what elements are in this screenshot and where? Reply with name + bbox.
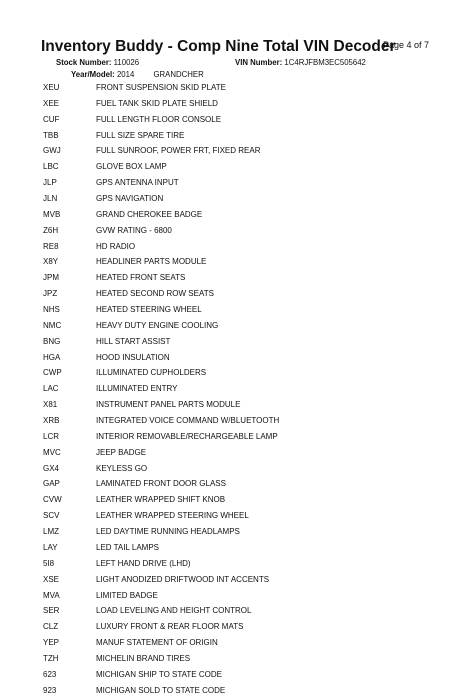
list-item: [43, 96, 443, 112]
option-code: XEE: [43, 98, 60, 108]
option-description: HOOD INSULATION: [96, 352, 170, 362]
list-item: [43, 603, 443, 619]
option-description: LEATHER WRAPPED SHIFT KNOB: [96, 495, 226, 505]
option-description: LED TAIL LAMPS: [96, 542, 159, 552]
page-number: Page 4 of 7: [383, 40, 430, 50]
option-description: LEATHER WRAPPED STEERING WHEEL: [96, 511, 249, 521]
option-code: MVB: [43, 209, 61, 219]
option-description: LIMITED BADGE: [96, 590, 158, 600]
vin-number: [235, 58, 366, 67]
year-model: [71, 70, 204, 79]
option-code: BNG: [43, 336, 61, 346]
option-description: MICHIGAN SHIP TO STATE CODE: [96, 669, 222, 679]
option-description: INTERIOR REMOVABLE/RECHARGEABLE LAMP: [96, 431, 278, 441]
list-item: [43, 159, 443, 175]
option-code: Z6H: [43, 225, 59, 235]
option-code-list: [43, 80, 443, 699]
option-code: GAP: [43, 479, 60, 489]
stock-number-value: 110026: [113, 58, 140, 67]
option-code: X8Y: [43, 257, 59, 267]
option-code: LCR: [43, 431, 60, 441]
option-description: FRONT SUSPENSION SKID PLATE: [96, 83, 226, 92]
option-code: XSE: [43, 574, 60, 584]
option-code: SCV: [43, 511, 60, 521]
list-item: [43, 143, 443, 159]
option-code: LAY: [43, 542, 58, 552]
list-item: [43, 270, 443, 286]
list-item: [43, 286, 443, 302]
option-code: GWJ: [43, 146, 61, 156]
option-description: GPS ANTENNA INPUT: [96, 178, 179, 188]
option-code: XEU: [43, 83, 60, 92]
option-description: FULL SUNROOF, POWER FRT, FIXED REAR: [96, 146, 261, 156]
option-description: HILL START ASSIST: [96, 336, 171, 346]
list-item: [43, 334, 443, 350]
option-description: GLOVE BOX LAMP: [96, 162, 167, 172]
list-item: [43, 191, 443, 207]
option-code: LAC: [43, 384, 59, 394]
list-item: [43, 429, 443, 445]
option-description: LAMINATED FRONT DOOR GLASS: [96, 479, 226, 489]
list-item: [43, 175, 443, 191]
stock-number: [56, 58, 139, 67]
year-model-label: Year/Model:: [71, 70, 115, 79]
list-item: [43, 461, 443, 477]
list-item: [43, 588, 443, 604]
option-description: INSTRUMENT PANEL PARTS MODULE: [96, 400, 241, 410]
option-code: NMC: [43, 320, 62, 330]
option-description: MANUF STATEMENT OF ORIGIN: [96, 638, 218, 648]
list-item: [43, 556, 443, 572]
list-item: [43, 572, 443, 588]
list-item: [43, 445, 443, 461]
list-item: [43, 540, 443, 556]
option-code: TZH: [43, 653, 59, 663]
option-code: YEP: [43, 638, 60, 648]
option-description: HEATED STEERING WHEEL: [96, 305, 202, 315]
list-item: [43, 381, 443, 397]
list-item: [43, 683, 443, 699]
option-description: GPS NAVIGATION: [96, 194, 164, 204]
option-description: FULL LENGTH FLOOR CONSOLE: [96, 114, 222, 124]
option-code: MVA: [43, 590, 60, 600]
option-description: FULL SIZE SPARE TIRE: [96, 130, 185, 140]
option-code: LBC: [43, 162, 59, 172]
option-description: LOAD LEVELING AND HEIGHT CONTROL: [96, 606, 252, 616]
option-code: TBB: [43, 130, 59, 140]
list-item: [43, 413, 443, 429]
option-code: CWP: [43, 368, 62, 378]
option-code: 923: [43, 685, 57, 695]
option-description: GVW RATING - 6800: [96, 225, 172, 235]
list-item: [43, 239, 443, 255]
option-code: HGA: [43, 352, 61, 362]
list-item: [43, 318, 443, 334]
vin-number-value: 1C4RJFBM3EC505642: [284, 58, 366, 67]
model-value: GRANDCHER: [153, 70, 204, 79]
list-item: [43, 223, 443, 239]
option-description: LUXURY FRONT & REAR FLOOR MATS: [96, 622, 244, 632]
option-description: HEADLINER PARTS MODULE: [96, 257, 207, 267]
list-item: [43, 476, 443, 492]
option-description: HD RADIO: [96, 241, 136, 251]
option-description: MICHELIN BRAND TIRES: [96, 653, 191, 663]
option-description: HEATED FRONT SEATS: [96, 273, 186, 283]
option-description: LIGHT ANODIZED DRIFTWOOD INT ACCENTS: [96, 574, 270, 584]
option-code: NHS: [43, 305, 60, 315]
option-description: ILLUMINATED ENTRY: [96, 384, 178, 394]
option-description: HEAVY DUTY ENGINE COOLING: [96, 320, 219, 330]
list-item: [43, 302, 443, 318]
list-item: [43, 128, 443, 144]
option-code: RE8: [43, 241, 59, 251]
list-item: [43, 112, 443, 128]
list-item: [43, 619, 443, 635]
list-item: [43, 651, 443, 667]
list-item: [43, 492, 443, 508]
option-description: INTEGRATED VOICE COMMAND W/BLUETOOTH: [96, 416, 280, 426]
list-item: [43, 635, 443, 651]
list-item: [43, 254, 443, 270]
option-code: CVW: [43, 495, 62, 505]
option-code: CLZ: [43, 622, 59, 632]
option-code: JPM: [43, 273, 59, 283]
option-code: JLP: [43, 178, 57, 188]
list-item: [43, 397, 443, 413]
list-item: [43, 80, 443, 96]
option-description: FUEL TANK SKID PLATE SHIELD: [96, 98, 218, 108]
option-code: SER: [43, 606, 60, 616]
option-code: CUF: [43, 114, 60, 124]
list-item: [43, 667, 443, 683]
option-code: JPZ: [43, 289, 58, 299]
option-code: 5I8: [43, 558, 55, 568]
option-description: ILLUMINATED CUPHOLDERS: [96, 368, 207, 378]
list-item: [43, 207, 443, 223]
year-value: 2014: [116, 70, 135, 79]
option-code: 623: [43, 669, 57, 679]
option-code: JLN: [43, 194, 58, 204]
option-description: KEYLESS GO: [96, 463, 148, 473]
stock-number-label: Stock Number:: [56, 58, 112, 67]
option-code: GX4: [43, 463, 60, 473]
list-item: [43, 524, 443, 540]
option-description: HEATED SECOND ROW SEATS: [96, 289, 214, 299]
list-item: [43, 508, 443, 524]
option-code: LMZ: [43, 527, 59, 537]
option-description: LEFT HAND DRIVE (LHD): [96, 558, 191, 568]
option-description: JEEP BADGE: [96, 447, 147, 457]
option-description: LED DAYTIME RUNNING HEADLAMPS: [96, 527, 240, 537]
option-code: X81: [43, 400, 58, 410]
vin-number-label: VIN Number:: [235, 58, 283, 67]
option-description: MICHIGAN SOLD TO STATE CODE: [96, 685, 226, 695]
option-code: MVC: [43, 447, 61, 457]
option-code: XRB: [43, 416, 60, 426]
list-item: [43, 350, 443, 366]
option-description: GRAND CHEROKEE BADGE: [96, 209, 203, 219]
page-title: Inventory Buddy - Comp Nine Total VIN Decoder: [41, 38, 396, 55]
list-item: [43, 365, 443, 381]
